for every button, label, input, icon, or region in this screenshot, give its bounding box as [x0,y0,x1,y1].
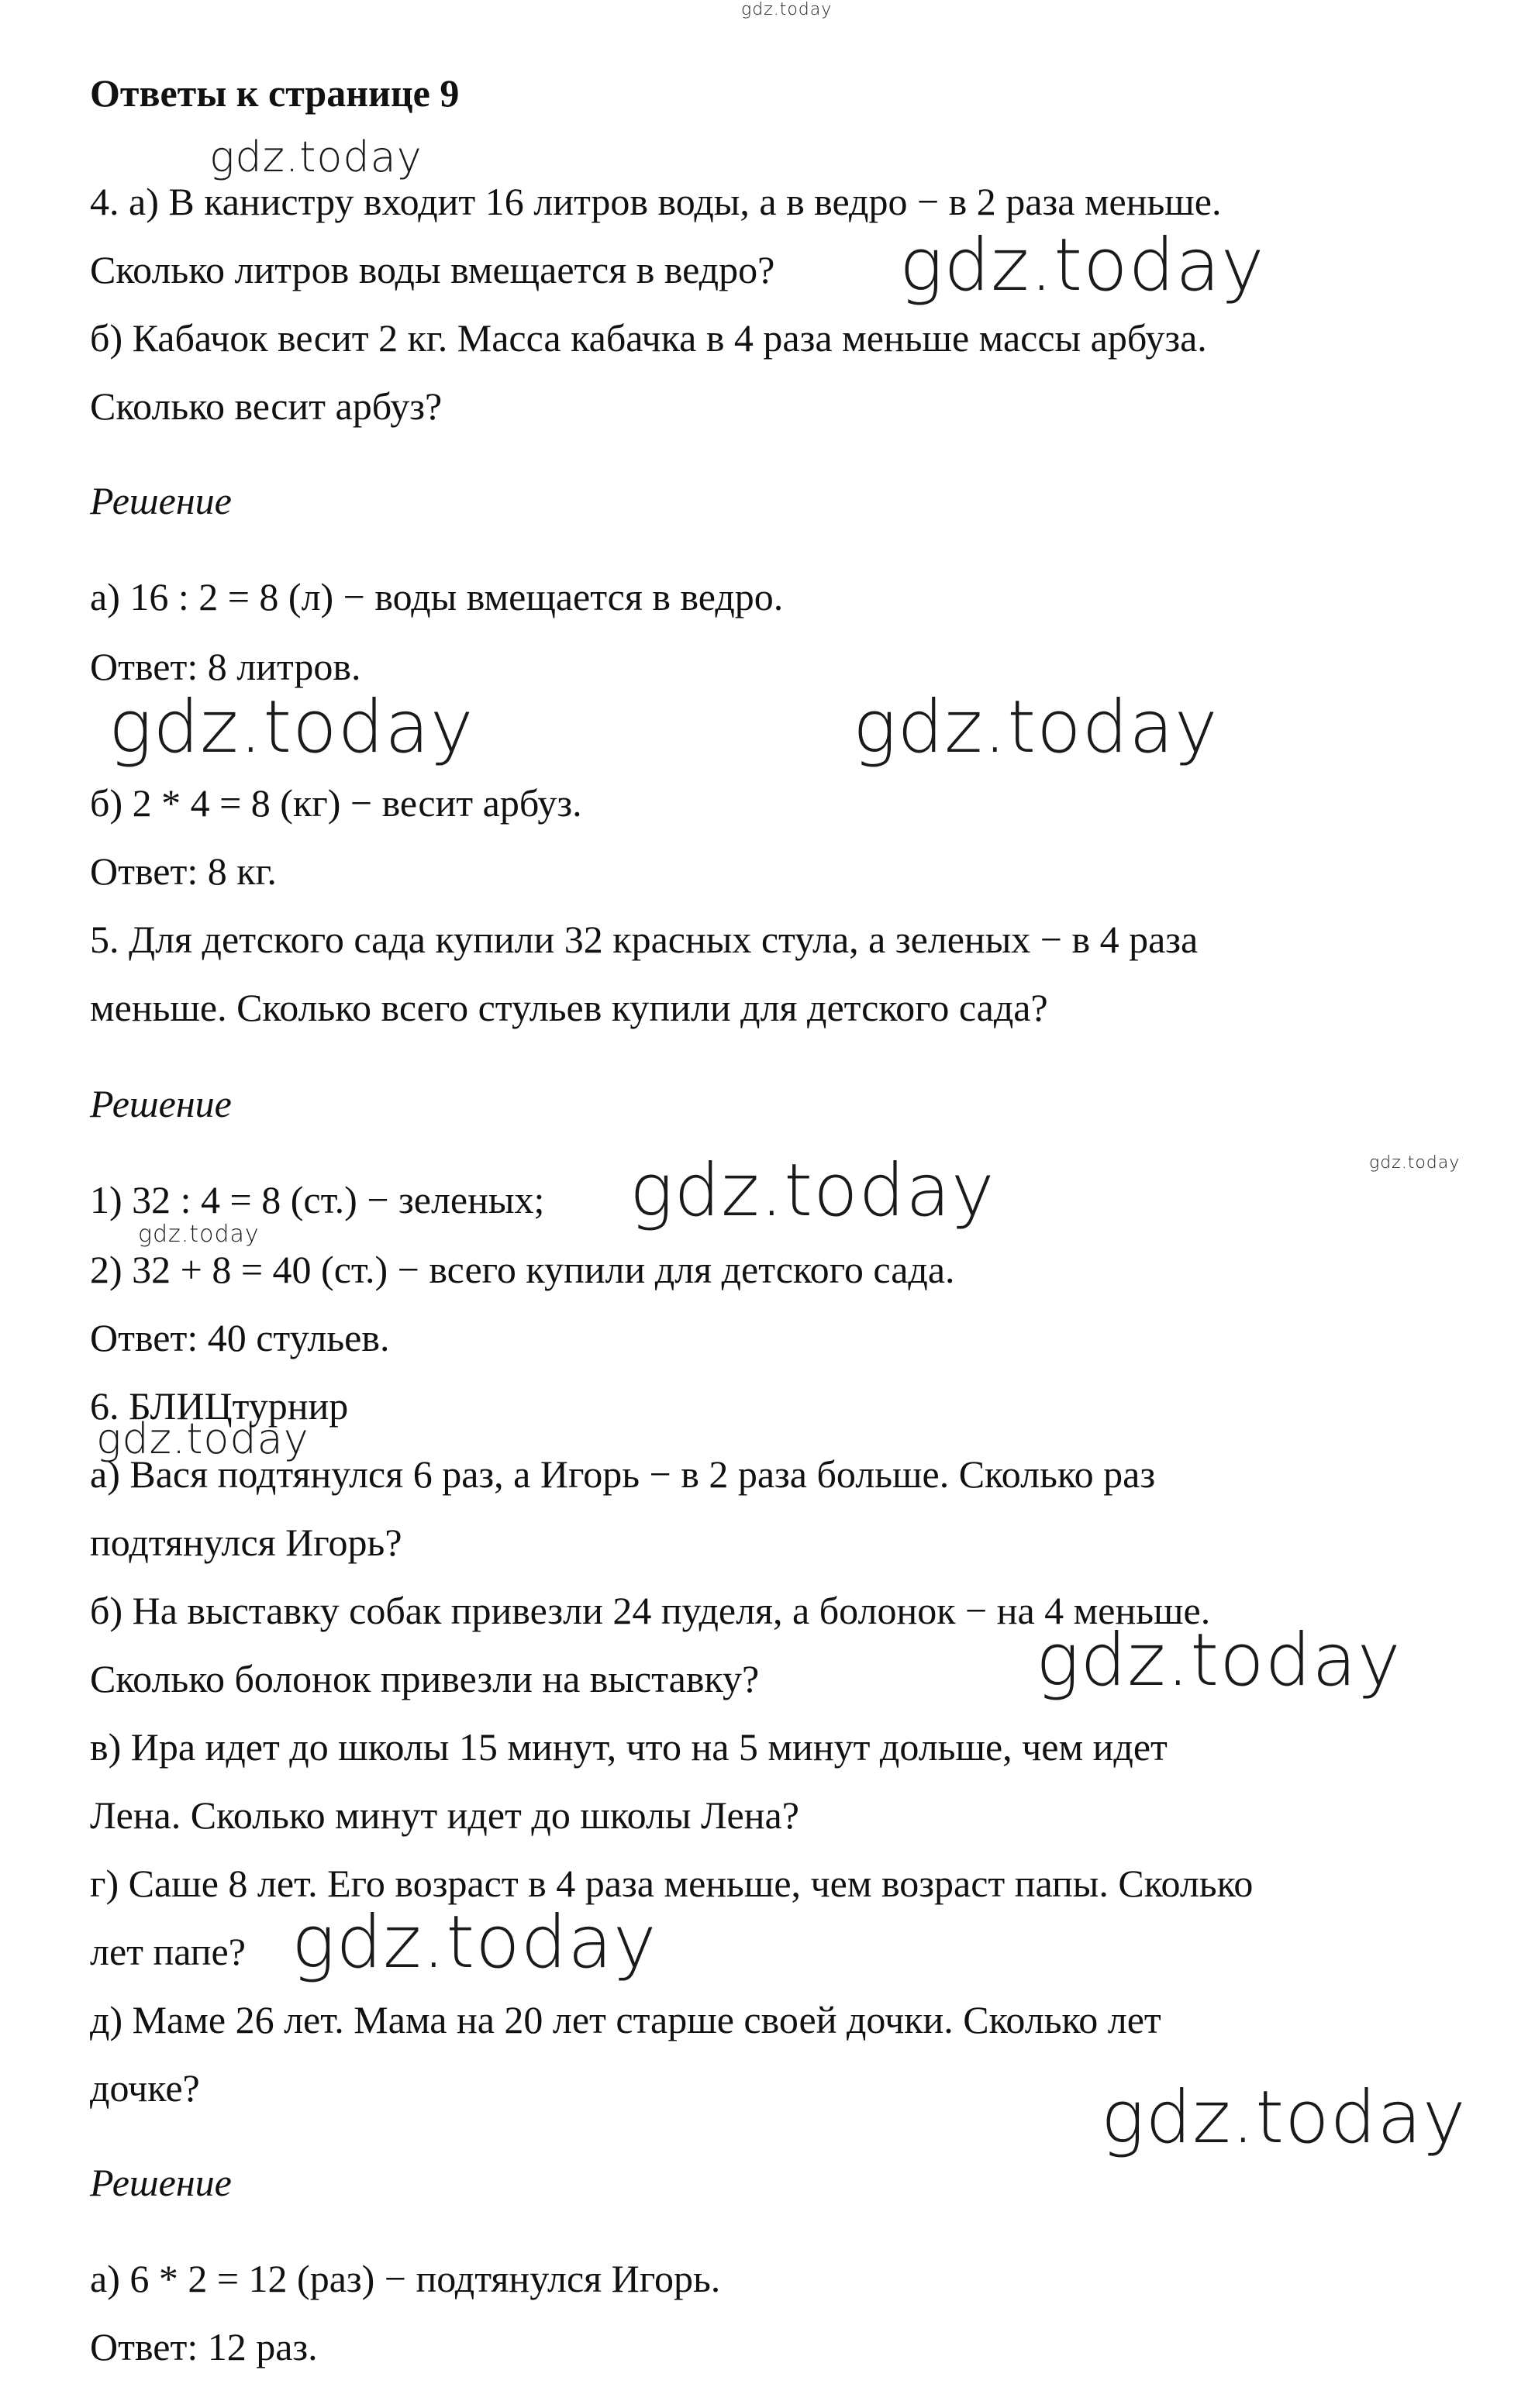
task6-a-line1: а) Вася подтянулся 6 раз, а Игорь − в 2 раза больше. Сколько раз [90,1452,1156,1496]
task6-d-line2: дочке? [90,2066,200,2110]
solution-heading: Решение [90,1082,232,1125]
task6-g-line2: лет папе? [90,1930,246,1973]
task6-v-line2: Лена. Сколько минут идет до школы Лена? [90,1793,799,1837]
task4-answer-b: Ответ: 8 кг. [90,849,277,893]
task5-solution-1: 1) 32 : 4 = 8 (ст.) − зеленых; [90,1178,545,1221]
task6-answer-a: Ответ: 12 раз. [90,2325,318,2368]
task4-solution-a: а) 16 : 2 = 8 (л) − воды вмещается в ведро. [90,575,784,618]
solution-heading: Решение [90,2161,232,2204]
task6-b-line2: Сколько болонок привезли на выставку? [90,1657,760,1700]
watermark: gdz.today [1369,1153,1461,1173]
watermark: gdz.today [291,1900,657,1985]
task6-g-line1: г) Саше 8 лет. Его возраст в 4 раза меньше, чем возраст папы. Сколько [90,1862,1254,1905]
watermark: gdz.today [138,1221,260,1248]
task4-a-line2: Сколько литров воды вмещается в ведро? [90,248,775,291]
task5-line1: 5. Для детского сада купили 32 красных стула, а зеленых − в 4 раза [90,918,1199,961]
watermark: gdz.today [1101,2076,1467,2160]
watermark: gdz.today [109,685,474,770]
task4-b-line1: б) Кабачок весит 2 кг. Масса кабачка в 4 раза меньше массы арбуза. [90,316,1207,360]
task6-b-line1: б) На выставку собак привезли 24 пуделя, а болонок − на 4 меньше. [90,1589,1211,1632]
task6-v-line1: в) Ира идет до школы 15 минут, что на 5 минут дольше, чем идет [90,1725,1168,1769]
watermark: gdz.today [853,685,1219,770]
page-title: Ответы к странице 9 [90,71,460,115]
task5-solution-2: 2) 32 + 8 = 40 (ст.) − всего купили для детского сада. [90,1248,955,1291]
task6-title: 6. БЛИЦтурнир [90,1384,349,1428]
solution-heading: Решение [90,479,232,522]
task4-a-line1: 4. а) В канистру входит 16 литров воды, а в ведро − в 2 раза меньше. [90,180,1222,223]
watermark: gdz.today [209,133,423,181]
watermark-top: gdz.today [741,0,833,19]
watermark: gdz.today [1036,1618,1402,1703]
task5-answer: Ответ: 40 стульев. [90,1316,390,1359]
task5-line2: меньше. Сколько всего стульев купили для детского сада? [90,986,1048,1029]
task6-a-line2: подтянулся Игорь? [90,1521,402,1564]
watermark: gdz.today [899,223,1265,308]
task4-answer-a: Ответ: 8 литров. [90,645,361,688]
task6-d-line1: д) Маме 26 лет. Мама на 20 лет старше своей дочки. Сколько лет [90,1998,1161,2041]
task4-b-line2: Сколько весит арбуз? [90,384,443,428]
watermark: gdz.today [96,1414,309,1463]
task6-solution-a: а) 6 * 2 = 12 (раз) − подтянулся Игорь. [90,2257,721,2300]
watermark: gdz.today [630,1149,995,1233]
task4-solution-b: б) 2 * 4 = 8 (кг) − весит арбуз. [90,781,582,825]
